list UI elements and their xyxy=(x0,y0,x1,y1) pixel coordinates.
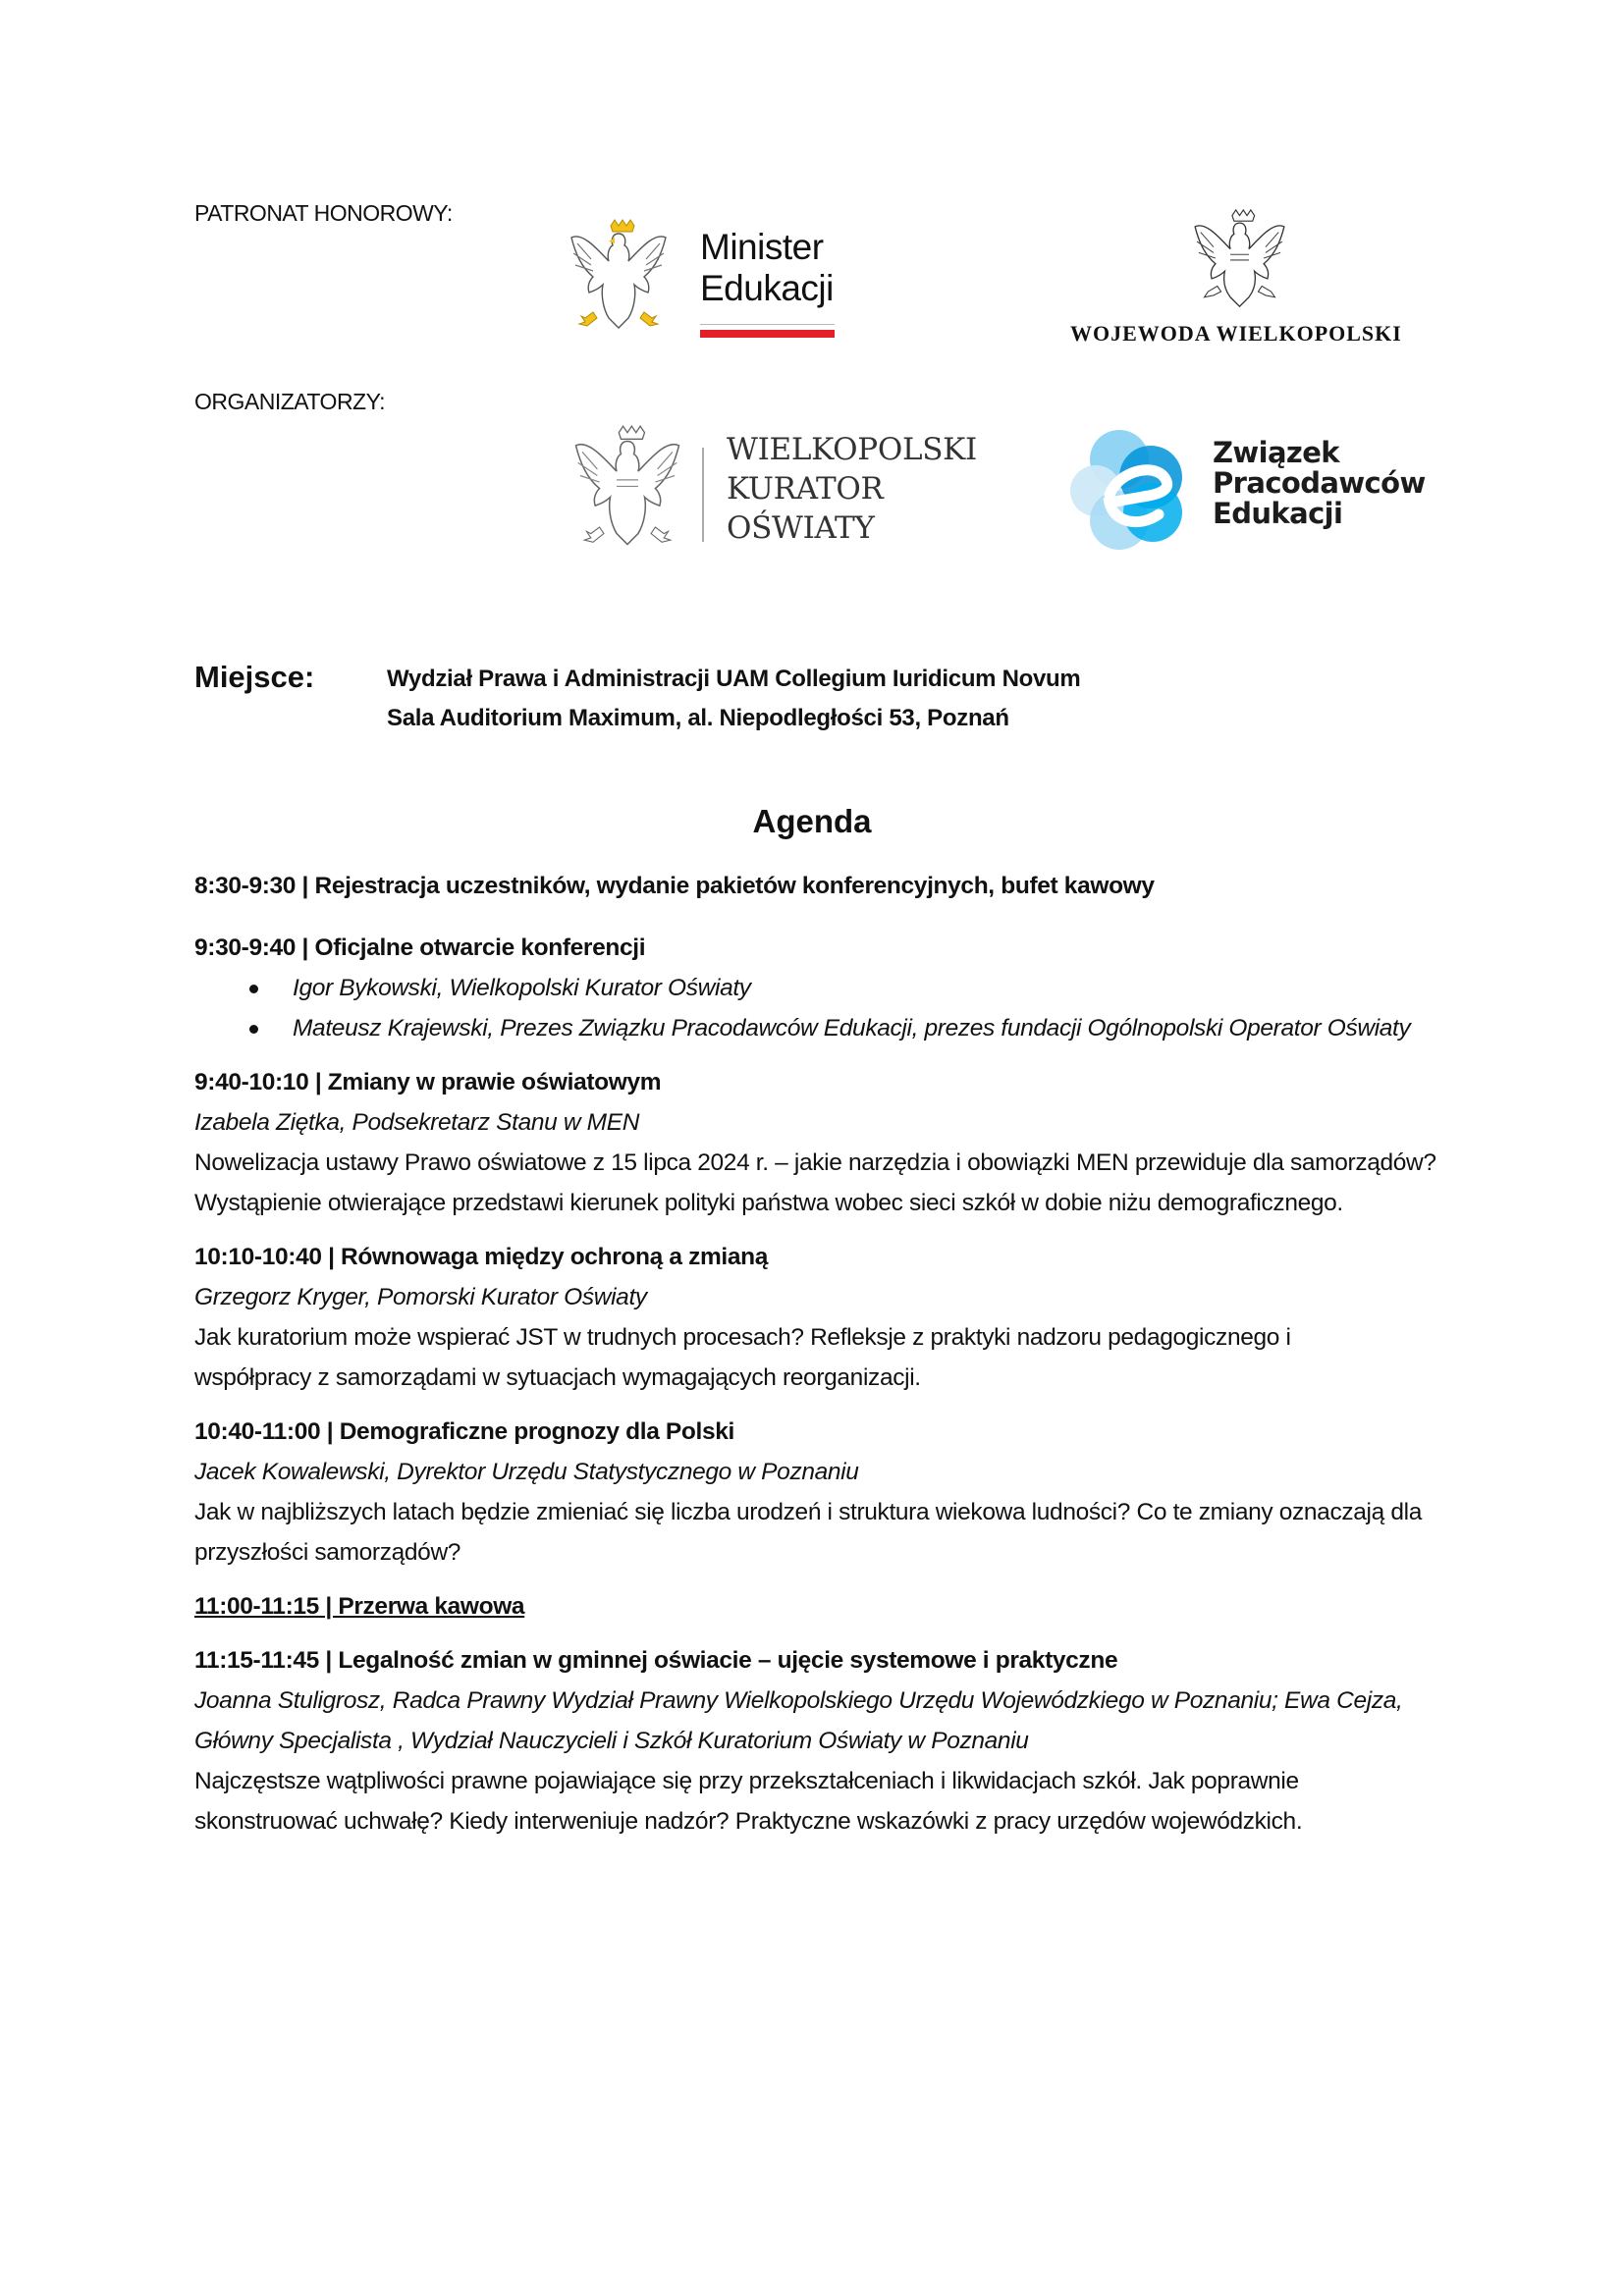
agenda-item-speaker: Grzegorz Kryger, Pomorski Kurator Oświaty xyxy=(194,1284,647,1310)
agenda-item-heading: 9:40-10:10 | Zmiany w prawie oświatowym xyxy=(194,1069,662,1095)
agenda-item-description: Jak kuratorium może wspierać JST w trudnych procesach? Refleksje z praktyki nadzoru pedagogicznego i współpracy z samorządami w sytuacjach wymagających reorganizacji. xyxy=(194,1324,1291,1391)
kurator-logo xyxy=(569,420,982,567)
wojewoda-logo xyxy=(1070,204,1424,351)
speaker-bullet xyxy=(194,1008,1432,1048)
bullet-icon xyxy=(249,985,258,993)
divider-red xyxy=(700,330,835,338)
speaker-bullet xyxy=(194,968,1471,1008)
zpe-line3: Edukacji xyxy=(1213,497,1343,530)
bullet-icon xyxy=(249,1025,258,1034)
agenda-item-heading: 11:00-11:15 | Przerwa kawowa xyxy=(194,1593,525,1620)
polish-eagle-icon xyxy=(1193,208,1286,310)
minister-line1: Minister xyxy=(700,227,824,267)
agenda-item-description: Jak w najbliższych latach będzie zmieniać się liczba urodzeń i struktura wiekowa ludności? Co te zmiany oznaczają dla przyszłości samorządów? xyxy=(194,1499,1423,1566)
speaker-text: Mateusz Krajewski, Prezes Związku Pracodawców Edukacji, prezes fundacji Ogólnopolski Operator Oświaty xyxy=(293,1015,1411,1041)
agenda-item-heading: 9:30-9:40 | Oficjalne otwarcie konferencji xyxy=(194,934,646,961)
agenda-item-speaker: Jacek Kowalewski, Dyrektor Urzędu Statystycznego w Poznaniu xyxy=(194,1459,859,1485)
kurator-divider xyxy=(702,448,704,542)
speakers-list xyxy=(194,968,1471,1048)
place-label: Miejsce: xyxy=(194,660,315,694)
agenda-title: Agenda xyxy=(752,803,872,839)
agenda-item-heading: 11:15-11:45 | Legalność zmian w gminnej oświacie – ujęcie systemowe i praktyczne xyxy=(194,1647,1118,1674)
minister-line2: Edukacji xyxy=(700,268,834,308)
agenda-item xyxy=(194,1062,1451,1223)
agenda-list xyxy=(194,866,1471,1855)
divider-grey xyxy=(700,324,835,325)
agenda-item xyxy=(194,1640,1451,1842)
polish-eagle-icon xyxy=(569,218,668,344)
kurator-line1: WIELKOPOLSKI xyxy=(727,432,977,467)
place-address-line1: Wydział Prawa i Administracji UAM Collegium Iuridicum Novum xyxy=(387,666,1081,692)
agenda-item-heading: 8:30-9:30 | Rejestracja uczestników, wydanie pakietów konferencyjnych, bufet kawowy xyxy=(194,873,1155,899)
agenda-item-description: Najczęstsze wątpliwości prawne pojawiające się przy przekształceniach i likwidacjach szkół. Jak poprawnie skonstruować uchwałę? Kiedy interweniuje nadzór? Praktyczne wskazówki z pracy urzędów wojewódzkich. xyxy=(194,1768,1303,1835)
polish-eagle-icon xyxy=(569,424,685,561)
zpe-line2: Pracodawców xyxy=(1213,466,1426,500)
agenda-item xyxy=(194,928,1471,1048)
agenda-item xyxy=(194,1237,1333,1398)
zpe-line1: Związek xyxy=(1213,436,1339,469)
kurator-line2: KURATOR xyxy=(727,471,884,507)
agenda-item-speaker: Izabela Ziętka, Podsekretarz Stanu w MEN xyxy=(194,1109,640,1136)
agenda-item-description: Nowelizacja ustawy Prawo oświatowe z 15 lipca 2024 r. – jakie narzędzia i obowiązki MEN przewiduje dla samorządów? Wystąpienie otwierające przedstawi kierunek polityki państwa wobec sieci szkół w dobie niżu demograficznego. xyxy=(194,1149,1436,1216)
organizers-label: ORGANIZATORZY: xyxy=(194,389,386,414)
agenda-item-heading: 10:40-11:00 | Demograficzne prognozy dla Polski xyxy=(194,1418,735,1445)
agenda-item-heading: 10:10-10:40 | Równowaga między ochroną a zmianą xyxy=(194,1244,769,1270)
speaker-text: Igor Bykowski, Wielkopolski Kurator Oświaty xyxy=(293,975,751,1001)
e-circles-logo-icon xyxy=(1070,422,1198,552)
minister-edukacji-logo xyxy=(569,218,844,346)
place-address-line2: Sala Auditorium Maximum, al. Niepodległości 53, Poznań xyxy=(387,705,1009,731)
zpe-logo xyxy=(1070,422,1463,560)
kurator-line3: OŚWIATY xyxy=(727,510,875,546)
wojewoda-text: WOJEWODA WIELKOPOLSKI xyxy=(1070,321,1402,346)
agenda-item xyxy=(194,866,1471,906)
patronat-label: PATRONAT HONOROWY: xyxy=(194,200,453,226)
agenda-item xyxy=(194,1412,1471,1573)
agenda-item-speaker: Joanna Stuligrosz, Radca Prawny Wydział Prawny Wielkopolskiego Urzędu Wojewódzkiego w Poznaniu; Ewa Cejza, Główny Specjalista , Wydział Nauczycieli i Szkół Kuratorium Oświaty w Poznaniu xyxy=(194,1687,1403,1754)
agenda-item-break xyxy=(194,1586,1471,1627)
